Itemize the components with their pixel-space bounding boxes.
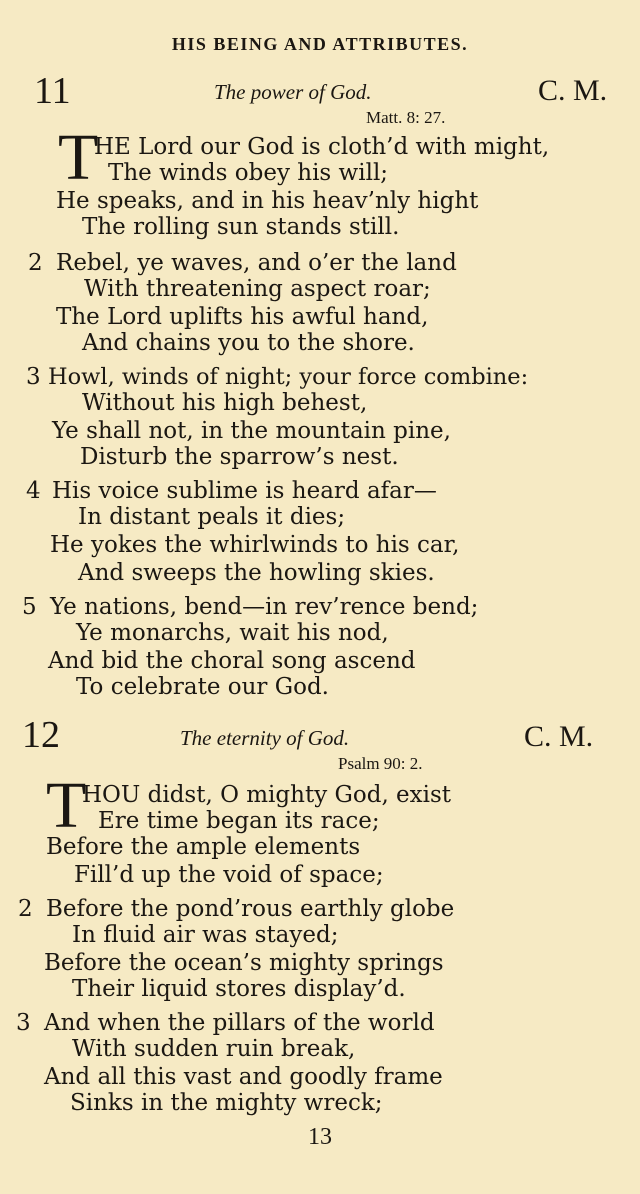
drop-cap: T [58, 121, 99, 194]
verse-line: Ye nations, bend—in rev’rence bend; [50, 594, 479, 620]
verse-line: Their liquid stores display’d. [72, 976, 406, 1002]
running-head: HIS BEING AND ATTRIBUTES. [171, 34, 469, 54]
verse-line: To celebrate our God. [76, 674, 329, 700]
verse-line: He speaks, and in his heav’nly hight [56, 188, 479, 214]
verse-line: Rebel, ye waves, and o’er the land [56, 250, 457, 276]
hymn-meter: C. M. [538, 74, 608, 107]
verse-line: Ere time began its race; [98, 808, 380, 834]
verse-line: Before the ocean’s mighty springs [44, 950, 444, 976]
hymn-title: The eternity of God. [180, 726, 350, 750]
verse-line: And sweeps the howling skies. [78, 560, 435, 586]
hymn-meter: C. M. [524, 720, 594, 753]
verse-line: He yokes the whirlwinds to his car, [50, 532, 460, 558]
verse-line: And bid the choral song ascend [48, 648, 416, 674]
verse-line: Ye shall not, in the mountain pine, [52, 418, 451, 444]
stanza-number: 2 [28, 250, 43, 276]
drop-cap: T [46, 769, 87, 842]
scripture-reference: Psalm 90: 2. [338, 754, 423, 773]
verse-line: HOU didst, O mighty God, exist [82, 782, 452, 808]
verse-line: Without his high behest, [82, 390, 368, 416]
hymn-number: 11 [34, 70, 71, 112]
verse-line: Fill’d up the void of space; [74, 862, 384, 888]
stanza-number: 3 [16, 1010, 31, 1036]
verse-line: And when the pillars of the world [44, 1010, 435, 1036]
verse-line: Sinks in the mighty wreck; [70, 1090, 383, 1116]
verse-line: In fluid air was stayed; [72, 922, 339, 948]
verse-line: Before the pond’rous earthly globe [46, 896, 455, 922]
verse-line: Howl, winds of night; your force combine: [48, 364, 529, 390]
verse-line: And all this vast and goodly frame [44, 1064, 443, 1090]
verse-line: Disturb the sparrow’s nest. [80, 444, 399, 470]
verse-line: With threatening aspect roar; [84, 276, 431, 302]
verse-line: His voice sublime is heard afar— [52, 478, 437, 504]
verse-line: Ye monarchs, wait his nod, [76, 620, 389, 646]
verse-line: With sudden ruin break, [72, 1036, 356, 1062]
stanza-number: 5 [22, 594, 37, 620]
verse-line: HE Lord our God is cloth’d with might, [94, 134, 550, 160]
verse-line: In distant peals it dies; [78, 504, 346, 530]
verse-line: The rolling sun stands still. [82, 214, 400, 240]
page-number: 13 [308, 1124, 332, 1150]
verse-line: The winds obey his will; [108, 160, 389, 186]
stanza-number: 3 [26, 364, 41, 390]
scripture-reference: Matt. 8: 27. [366, 108, 446, 127]
verse-line: The Lord uplifts his awful hand, [56, 304, 429, 330]
verse-line: Before the ample elements [46, 834, 361, 860]
stanza-number: 2 [18, 896, 33, 922]
stanza-number: 4 [26, 478, 41, 504]
verse-line: And chains you to the shore. [82, 330, 415, 356]
hymn-title: The power of God. [214, 80, 372, 104]
hymn-number: 12 [22, 714, 60, 756]
